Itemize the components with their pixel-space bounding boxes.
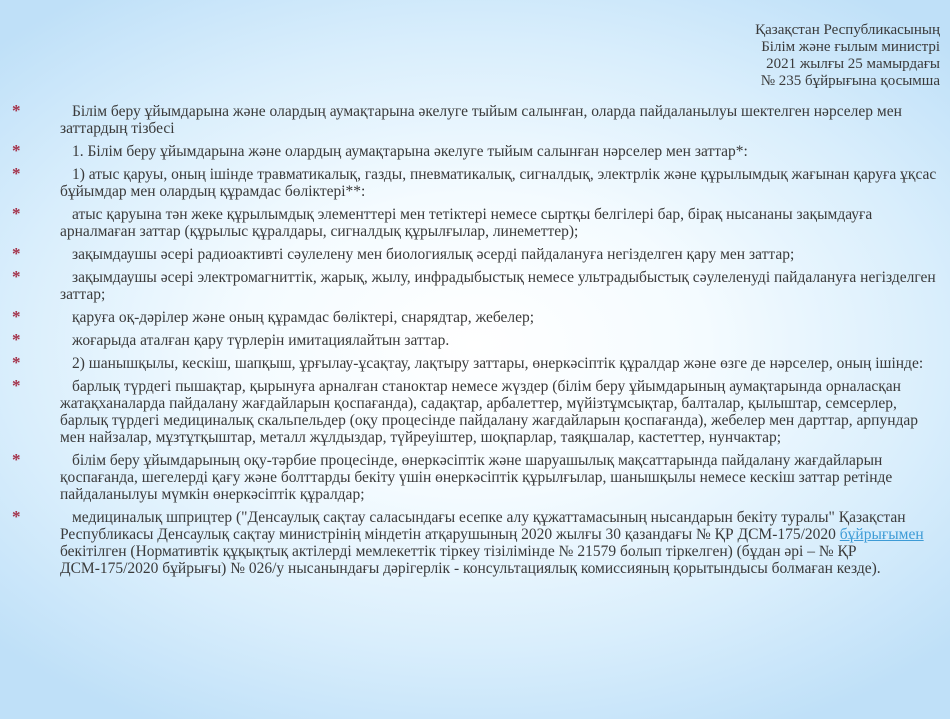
list-item-text: 2) шанышқылы, кескіш, шапқыш, ұрғылау-ұсақтау, лақтыру заттары, өнеркәсіптік құралдар және өзге де нәрселер, оның ішінде: [72,355,924,372]
list-item-syringes [12,509,942,577]
list-item [12,452,942,503]
header-line: Білім және ғылым министрі [761,39,940,55]
bullet-icon: * [12,204,21,223]
header-line: № 235 бұйрығына қосымша [760,73,940,89]
list-item-text: Білім беру ұйымдарына және олардың аумақтарына әкелуге тыйым салынған, оларда пайдаланылуы шектелген нәрселер мен заттардың тізбесі [60,103,902,137]
list-item [12,143,942,160]
list-item [12,309,942,326]
order-link[interactable]: бұйрығымен [839,526,924,543]
bullet-icon: * [12,244,21,263]
list-item-text: 1. Білім беру ұйымдарына және олардың аумақтарына әкелуге тыйым салынған нәрселер мен заттар*: [72,143,748,160]
list-item [12,166,942,200]
list-item-text: білім беру ұйымдарының оқу-тәрбие процесінде, өнеркәсіптік және шаруашылық мақсаттарында пайдалану жағдайларын қоспағанда, шегелерді қағу және болттарды бекіту үшін өнеркәсіптік құрылғылар, шанышқылы немесе кескіш заттар ретінде пайдаланылуы мүмкін өнеркәсіптік құралдар; [60,452,893,503]
list-item-text: барлық түрдегі пышақтар, қырынуға арналған станоктар немесе жүздер (білім беру ұйымдарының аумақтарында орналасқан жатақханаларда пайдалану жағдайларын қоспағанда), садақтар, арбалеттер, мүйізтұмсықтар, балталар, қылыштар, семсерлер, барлық түрдегі медициналық скальпельдер (оқу процесінде пайдалану жағдайларын қоспағанда), жебелер мен дарттар, арпундар мен найзалар, мұзтұтқыштар, металл жұлдыздар, түйреуіштер, шоқпарлар, таяқшалар, кастеттер, нунчактар; [60,378,919,446]
list-item [12,206,942,240]
header-line: 2021 жылғы 25 мамырдағы [766,56,940,72]
list-item [12,378,942,446]
list-item [12,246,942,263]
bullet-icon: * [12,507,21,526]
list-item-text: жоғарыда аталған қару түрлерін имитациялайтын заттар. [72,332,450,349]
bullet-icon: * [12,164,21,183]
bullet-icon: * [12,101,21,120]
text-after-link: бекітілген (Нормативтік құқықтық актілерді мемлекеттік тіркеу тізілімінде № 21579 болып тіркелген) (бұдан әрі – № ҚР ДСМ-175/2020 бұйрығы) № 026/у нысанындағы дәрігерлік - консультациялық комиссияның қорытындысы болмаған кезде). [60,543,881,577]
text-before-link: медициналық шприцтер ("Денсаулық сақтау саласындағы есепке алу құжаттамасының нысандарын бекіту туралы" Қазақстан Республикасы Денсаулық сақтау министрінің міндетін атқарушының 2020 жылғы 30 қазандағы № ҚР ДСМ-175/2020 [60,509,906,543]
list-item [12,269,942,303]
bullet-icon: * [12,450,21,469]
list-item [12,355,942,372]
bullet-icon: * [12,330,21,349]
item-list [12,103,942,583]
list-item-text: атыс қаруына тән жеке құрылымдық элементтері мен тетіктері немесе сыртқы белгілері бар, бірақ нысананы зақымдауға арналмаған заттар (құрылыс құралдары, сигналдық құрылғылар, линеметтер); [60,206,873,240]
bullet-icon: * [12,141,21,160]
list-item-text: қаруға оқ-дәрілер және оның құрамдас бөліктері, снарядтар, жебелер; [72,309,535,326]
header-block [755,22,940,90]
list-item-text: зақымдаушы әсері радиоактивті сәулелену мен биологиялық әсерді пайдалануға негізделген қару мен заттар; [72,246,795,263]
bullet-icon: * [12,267,21,286]
header-line: Қазақстан Республикасының [755,22,940,38]
bullet-icon: * [12,376,21,395]
list-item-text: 1) атыс қаруы, оның ішінде травматикалық, газды, пневматикалық, сигналдық, электрлік және құрылымдық жағынан қаруға ұқсас бұйымдар мен олардың құрамдас бөліктері**: [60,166,937,200]
list-item [12,103,942,137]
list-item [12,332,942,349]
bullet-icon: * [12,353,21,372]
bullet-icon: * [12,307,21,326]
list-item-text: зақымдаушы әсері электромагниттік, жарық, жылу, инфрадыбыстық немесе ультрадыбыстық сәулеленуді пайдалануға негізделген заттар; [60,269,936,303]
list-item-text [60,509,942,577]
